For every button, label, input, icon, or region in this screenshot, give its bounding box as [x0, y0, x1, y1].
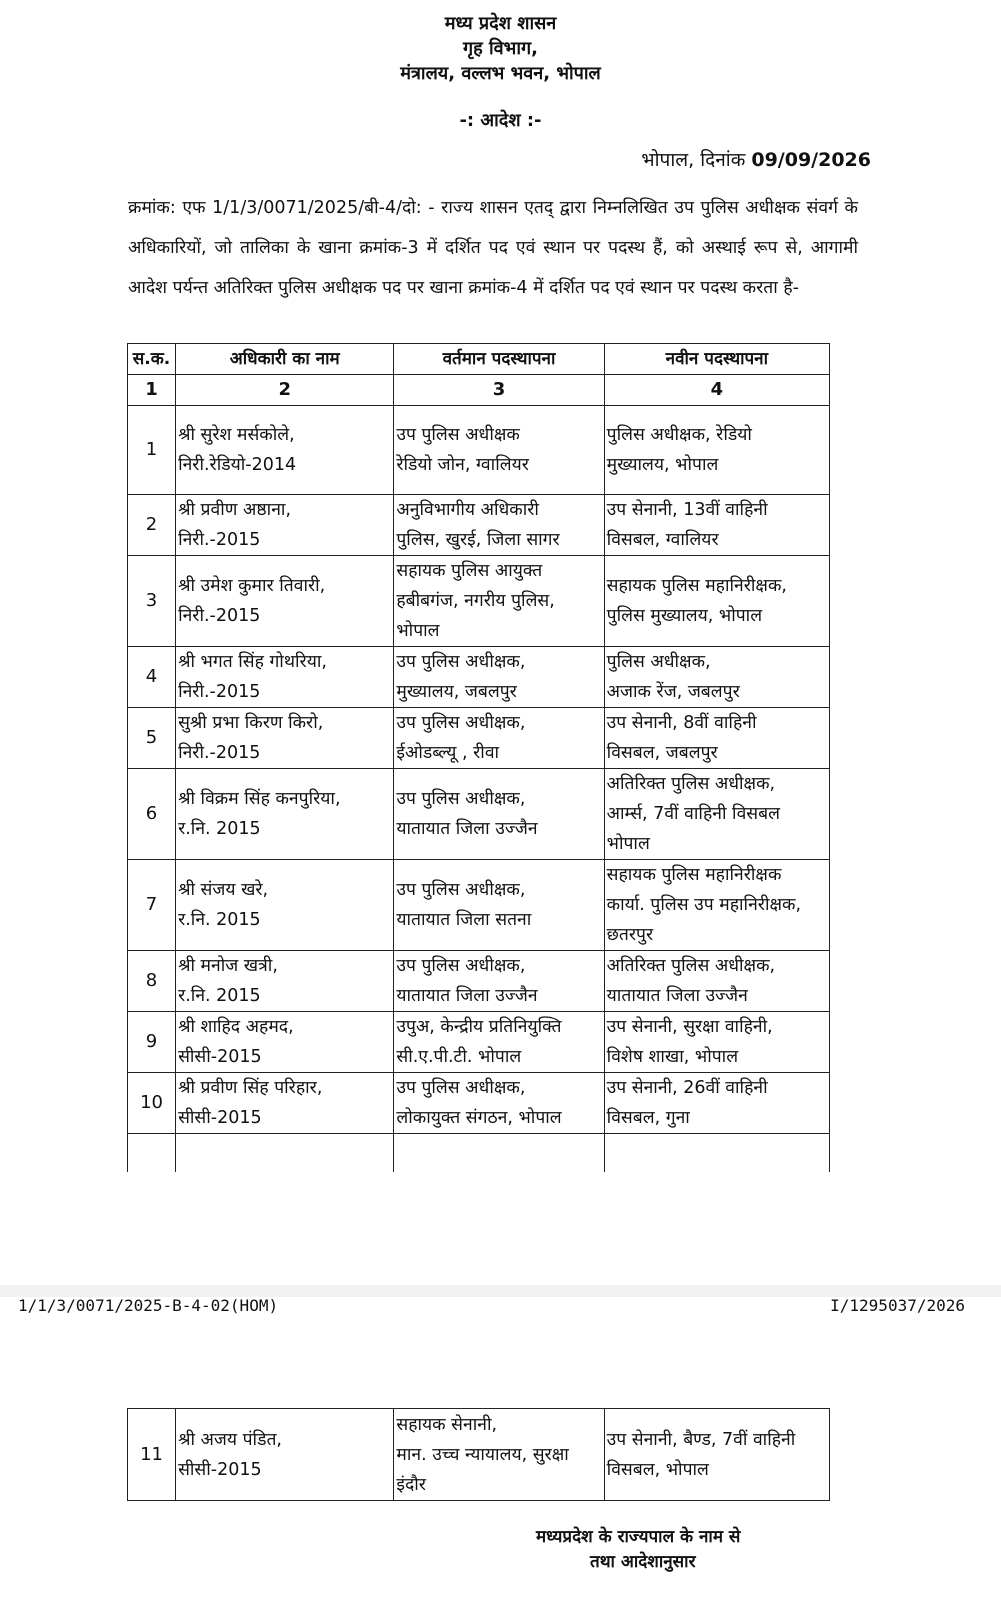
table-row: [128, 556, 830, 647]
current-posting-cell-line: रेडियो जोन, ग्वालियर: [396, 455, 529, 475]
col-number-3: 3: [394, 375, 604, 406]
row-serial-number: 1: [128, 406, 176, 495]
new-posting-cell: [604, 1073, 829, 1134]
new-posting-cell: [604, 1409, 829, 1501]
officer-name-cell-line: श्री मनोज खत्री,: [178, 956, 278, 976]
new-posting-cell-line: सहायक पुलिस महानिरीक्षक,: [606, 576, 787, 596]
new-posting-cell: [604, 556, 829, 647]
new-posting-cell: [604, 406, 829, 495]
officer-name-cell-line: श्री अजय पंडित,: [178, 1429, 282, 1450]
current-posting-cell-line: उप पुलिस अधीक्षक,: [396, 1078, 526, 1098]
officer-name-cell: [176, 647, 394, 708]
current-posting-cell: [394, 495, 604, 556]
row-serial-number: 8: [128, 951, 176, 1012]
officer-name-cell-line: श्री भगत सिंह गोथरिया,: [178, 652, 327, 672]
current-posting-cell-line: लोकायुक्त संगठन, भोपाल: [396, 1108, 562, 1128]
current-posting-cell-line: ईओडब्ल्यू , रीवा: [396, 743, 500, 763]
officer-name-cell-line: सीसी-2015: [178, 1459, 262, 1480]
new-posting-cell-line: यातायात जिला उज्जैन: [606, 986, 748, 1006]
new-posting-cell-line: विसबल, गुना: [606, 1108, 690, 1128]
new-posting-cell-line: भोपाल: [606, 834, 650, 854]
officer-name-cell: [176, 1409, 394, 1501]
officer-name-cell: [176, 556, 394, 647]
table-row: [128, 769, 830, 860]
new-posting-cell-line: कार्या. पुलिस उप महानिरीक्षक,: [606, 895, 802, 915]
new-posting-cell: [604, 1012, 829, 1073]
column-number-row: [128, 375, 830, 406]
new-posting-cell: [604, 951, 829, 1012]
current-posting-cell: [394, 1073, 604, 1134]
current-posting-cell-line: उप पुलिस अधीक्षक,: [396, 652, 526, 672]
order-title: -: आदेश :-: [459, 110, 542, 131]
date-line: [641, 146, 871, 172]
row-serial-number: 5: [128, 708, 176, 769]
current-posting-cell-line: इंदौर: [396, 1474, 426, 1495]
document-id: I/1295037/2026: [830, 1296, 965, 1315]
empty-cell: [176, 1134, 394, 1173]
current-posting-cell-line: सी.ए.पी.टी. भोपाल: [396, 1047, 522, 1067]
current-posting-cell-line: सहायक सेनानी,: [396, 1414, 498, 1435]
current-posting-cell-line: उप पुलिस अधीक्षक,: [396, 880, 526, 900]
new-posting-cell-line: पुलिस मुख्यालय, भोपाल: [606, 606, 763, 626]
current-posting-cell: [394, 556, 604, 647]
new-posting-cell: [604, 860, 829, 951]
table-row: [128, 1073, 830, 1134]
table-row: [128, 495, 830, 556]
table-row: [128, 647, 830, 708]
table-row: [128, 406, 830, 495]
new-posting-cell-line: मुख्यालय, भोपाल: [606, 455, 719, 475]
col-number-1: 1: [128, 375, 176, 406]
row-serial-number: 6: [128, 769, 176, 860]
row-serial-number: 11: [128, 1409, 176, 1501]
current-posting-cell: [394, 708, 604, 769]
current-posting-cell-line: मान. उच्च न्यायालय, सुरक्षा: [396, 1444, 569, 1465]
row-serial-number: 7: [128, 860, 176, 951]
date-place: भोपाल, दिनांक: [641, 149, 746, 171]
new-posting-cell-line: उप सेनानी, सुरक्षा वाहिनी,: [606, 1017, 773, 1037]
signature-line-1: मध्यप्रदेश के राज्यपाल के नाम से: [536, 1527, 741, 1547]
new-posting-cell: [604, 708, 829, 769]
officer-name-cell-line: श्री शाहिद अहमद,: [178, 1017, 294, 1037]
officer-name-cell-line: श्री प्रवीण सिंह परिहार,: [178, 1078, 323, 1098]
header-line-1: मध्य प्रदेश शासन: [444, 13, 557, 34]
new-posting-cell-line: पुलिस अधीक्षक, रेडियो: [606, 425, 752, 445]
table-row: [128, 1012, 830, 1073]
new-posting-cell-line: विसबल, जबलपुर: [606, 743, 718, 763]
officer-name-cell-line: सीसी-2015: [178, 1047, 262, 1067]
officer-name-cell: [176, 708, 394, 769]
new-posting-cell-line: उप सेनानी, 26वीं वाहिनी: [606, 1078, 768, 1098]
officer-name-cell: [176, 860, 394, 951]
row-serial-number: 10: [128, 1073, 176, 1134]
officer-name-cell-line: सीसी-2015: [178, 1108, 262, 1128]
current-posting-cell-line: पुलिस, खुरई, जिला सागर: [396, 530, 560, 550]
signature-line-2: तथा आदेशानुसार: [590, 1552, 696, 1572]
current-posting-cell-line: मुख्यालय, जबलपुर: [396, 682, 517, 702]
new-posting-cell-line: अजाक रेंज, जबलपुर: [606, 682, 740, 702]
current-posting-cell-line: यातायात जिला उज्जैन: [396, 986, 538, 1006]
posting-table-continued: [127, 1408, 830, 1501]
officer-name-cell-line: र.नि. 2015: [178, 986, 261, 1006]
officer-name-cell: [176, 951, 394, 1012]
header-current-posting: वर्तमान पदस्थापना: [394, 344, 604, 375]
new-posting-cell-line: आर्म्स, 7वीं वाहिनी विसबल: [606, 804, 780, 824]
officer-name-cell-line: निरी.-2015: [178, 530, 261, 550]
new-posting-cell-line: उप सेनानी, 8वीं वाहिनी: [606, 713, 757, 733]
current-posting-cell-line: भोपाल: [396, 621, 440, 641]
current-posting-cell: [394, 860, 604, 951]
order-date: 09/09/2026: [751, 149, 871, 171]
new-posting-cell-line: विशेष शाखा, भोपाल: [606, 1047, 739, 1067]
current-posting-cell: [394, 1012, 604, 1073]
officer-name-cell-line: श्री प्रवीण अष्ठाना,: [178, 500, 292, 520]
officer-name-cell: [176, 406, 394, 495]
officer-name-cell: [176, 1073, 394, 1134]
new-posting-cell-line: अतिरिक्त पुलिस अधीक्षक,: [606, 956, 776, 976]
new-posting-cell-line: सहायक पुलिस महानिरीक्षक: [606, 865, 782, 885]
order-paragraph: क्रमांक: एफ 1/1/3/0071/2025/बी-4/दो: - राज्य शासन एतद् द्वारा निम्नलिखित उप पुलिस अधीक्षक संवर्ग के अधिकारियों, जो तालिका के खाना क्रमांक-3 में दर्शित पद एवं स्थान पर पदस्थ हैं, को अस्थाई रूप से, आगामी आदेश पर्यन्त अतिरिक्त पुलिस अधीक्षक पद पर खाना क्रमांक-4 में दर्शित पद एवं स्थान पर पदस्थ करता है-: [128, 198, 858, 298]
officer-name-cell-line: र.नि. 2015: [178, 819, 261, 839]
current-posting-cell-line: उप पुलिस अधीक्षक,: [396, 789, 526, 809]
current-posting-cell-line: उप पुलिस अधीक्षक,: [396, 713, 526, 733]
current-posting-cell-line: उप पुलिस अधीक्षक,: [396, 956, 526, 976]
current-posting-cell-line: उपुअ, केन्द्रीय प्रतिनियुक्ति: [396, 1017, 562, 1037]
empty-cell: [394, 1134, 604, 1173]
row-serial-number: 2: [128, 495, 176, 556]
col-number-4: 4: [604, 375, 829, 406]
new-posting-cell-line: छतरपुर: [606, 925, 654, 945]
officer-name-cell-line: र.नि. 2015: [178, 910, 261, 930]
row-serial-number: 3: [128, 556, 176, 647]
new-posting-cell-line: अतिरिक्त पुलिस अधीक्षक,: [606, 774, 776, 794]
current-posting-cell-line: सहायक पुलिस आयुक्त: [396, 561, 543, 581]
table-row: [128, 951, 830, 1012]
header-sno: स.क.: [128, 344, 176, 375]
new-posting-cell-line: पुलिस अधीक्षक,: [606, 652, 711, 672]
officer-name-cell-line: सुश्री प्रभा किरण किरो,: [178, 713, 324, 733]
current-posting-cell: [394, 769, 604, 860]
officer-name-cell-line: श्री सुरेश मर्सकोले,: [178, 425, 295, 445]
posting-table: [127, 343, 830, 1172]
new-posting-cell-line: उप सेनानी, 13वीं वाहिनी: [606, 500, 768, 520]
empty-cell: [604, 1134, 829, 1173]
officer-name-cell-line: श्री उमेश कुमार तिवारी,: [178, 576, 326, 596]
current-posting-cell-line: अनुविभागीय अधिकारी: [396, 500, 539, 520]
header-officer-name: अधिकारी का नाम: [176, 344, 394, 375]
officer-name-cell-line: निरी.-2015: [178, 606, 261, 626]
current-posting-cell-line: यातायात जिला सतना: [396, 910, 532, 930]
officer-name-cell: [176, 495, 394, 556]
new-posting-cell: [604, 647, 829, 708]
empty-cell: [128, 1134, 176, 1173]
new-posting-cell-line: विसबल, ग्वालियर: [606, 530, 719, 550]
current-posting-cell-line: उप पुलिस अधीक्षक: [396, 425, 520, 445]
header-new-posting: नवीन पदस्थापना: [604, 344, 829, 375]
table-row: [128, 1409, 830, 1501]
current-posting-cell-line: हबीबगंज, नगरीय पुलिस,: [396, 591, 555, 611]
officer-name-cell: [176, 769, 394, 860]
officer-name-cell-line: निरी.रेडियो-2014: [178, 455, 297, 475]
current-posting-cell: [394, 647, 604, 708]
file-reference: 1/1/3/0071/2025-B-4-02(HOM): [18, 1296, 279, 1315]
header-line-2: गृह विभाग,: [463, 38, 538, 59]
new-posting-cell-line: विसबल, भोपाल: [606, 1459, 709, 1480]
officer-name-cell-line: श्री विक्रम सिंह कनपुरिया,: [178, 789, 341, 809]
table-header-row: [128, 344, 830, 375]
current-posting-cell-line: यातायात जिला उज्जैन: [396, 819, 538, 839]
empty-row: [128, 1134, 830, 1173]
current-posting-cell: [394, 951, 604, 1012]
officer-name-cell-line: श्री संजय खरे,: [178, 880, 269, 900]
new-posting-cell: [604, 495, 829, 556]
new-posting-cell-line: उप सेनानी, बैण्ड, 7वीं वाहिनी: [606, 1429, 796, 1450]
col-number-2: 2: [176, 375, 394, 406]
current-posting-cell: [394, 1409, 604, 1501]
table-row: [128, 860, 830, 951]
officer-name-cell-line: निरी.-2015: [178, 743, 261, 763]
header-line-3: मंत्रालय, वल्लभ भवन, भोपाल: [400, 63, 601, 84]
officer-name-cell-line: निरी.-2015: [178, 682, 261, 702]
row-serial-number: 4: [128, 647, 176, 708]
current-posting-cell: [394, 406, 604, 495]
row-serial-number: 9: [128, 1012, 176, 1073]
table-row: [128, 708, 830, 769]
new-posting-cell: [604, 769, 829, 860]
officer-name-cell: [176, 1012, 394, 1073]
